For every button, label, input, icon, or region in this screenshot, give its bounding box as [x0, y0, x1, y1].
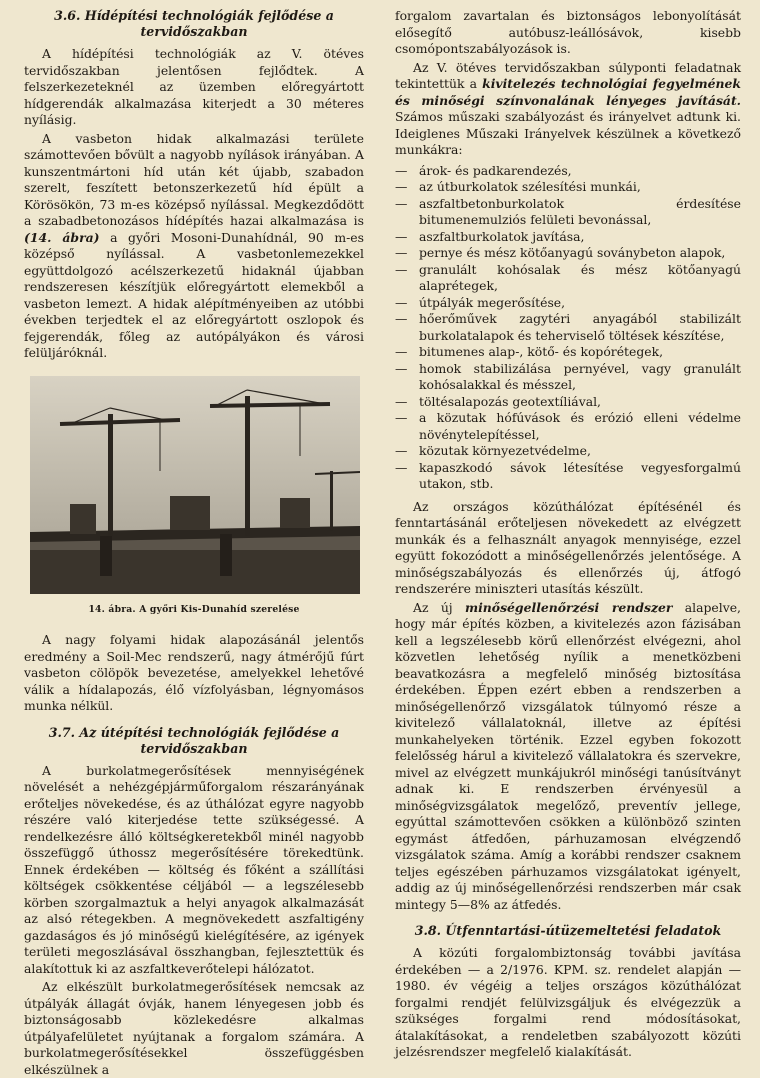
section-3-8-paragraph-1: A közúti forgalombiztonság további javítása érdekében — a 2/1976. KPM. sz. rendelet alapján — 1980. év végéig a teljes országos közúthálózat forgalmi rendjét felülvizsgáljuk és elvégezzük a szükséges forgalmi rend módosításokat, átalakításokat, a rendeletben szabályozott közúti jelzésrendszer megfelelő kialakítását. [395, 945, 741, 1059]
list-item: — pernye és mész kötőanyagú soványbeton alapok, [395, 245, 741, 262]
text-run: alapelve, hogy már építés közben, a kivitelezés azon fázisában kell a legszélesebb körű ellenőrzést elvégezni, ahol közvetlen lehetőség nyílik a menetközbeni beavatkozásra a megfelelő minőség biztosítása érdekében. Éppen ezért ebben a rendszerben a minőségellenőrző vizsgálatok túlnyomó része a kivitelező vállalatoknál, illetve az építési munkahelyeken történik. Ezzel egyben fokozott felelősség hárul a kivitelező vállalatokra és szervekre, mivel az elvégzett munkájukról minőségi tanúsítványt adnak ki. E rendszerben érvényesül a minőségvizsgálatok megelőző, preventív jellege, egyúttal számottevően csökken a különböző szinten egymást átfedően, párhuzamosan elvégzendő vizsgálatok száma. Amíg a korábbi rendszer csaknem teljes egészében párhuzamos vizsgálatokat igényelt, addig az új minőségellenőrzési rendszerben már csak mintegy 5—8% az átfedés. [395, 599, 741, 912]
list-item: — a közutak hófúvások és erózió elleni védelme növénytelepítéssel, [395, 410, 741, 443]
section-3-7-paragraph-2: Az elkészült burkolatmegerősítések nemcsak az útpályák állagát óvják, hanem lényegesen jobb és biztonságosabb közlekedésre alkalmas útpályafelületet nyújtanak a forgalom számára. A burkolatmegerősítésekkel összefüggésben elkészülnek a [24, 979, 364, 1077]
section-3-7-title: 3.7. Az útépítési technológiák fejlődése a tervidőszakban [48, 724, 340, 756]
continued-paragraph: forgalom zavartalan és biztonságos lebonyolítását elősegítő autóbusz-leállósávok, kisebb csomópontszabályozások is. [395, 8, 741, 56]
emphasis-text: minőségellenőrzési rendszer [464, 599, 673, 615]
figure-caption: 14. ábra. A győri Kis-Dunahíd szerelése [88, 603, 300, 615]
bridge-construction-photo [30, 376, 360, 594]
list-item: — hőerőművek zagytéri anyagából stabilizált burkolatalapok és teherviselő töltések készítése, [395, 311, 741, 344]
section-3-7-paragraph-1: A burkolatmegerősítések mennyiségének növelését a nehézgépjárműforgalom részarányának erőteljes növekedése, és az úthálózat egyre nagyobb részére való kiterjedése tette szükségessé. A rendelkezésre álló költségkeretekből minél nagyobb összefüggő úthossz megerősítésére törekedtünk. Ennek érdekében — költség és főként a szállítási költségek csökkentése céljából — a legszélesebb körben szorgalmaztuk a helyi anyagok alkalmazását az alsó rétegekben. A megnövekedett aszfaltigény gazdaságos és jó minőségű kielégítésére, az igények területi megoszlásával összhangban, fejlesztettük és alakítottuk ki az aszfaltkeverőtelepi hálózatot. [24, 762, 364, 976]
section-3-6-paragraph-2 [24, 131, 364, 362]
left-column [24, 8, 364, 1078]
list-item: — árok- és padkarendezés, [395, 163, 741, 180]
figure-reference: (14. ábra) [24, 229, 100, 245]
list-item: — aszfaltbetonburkolatok érdesítése bitumenemulziós felületi bevonással, [395, 196, 741, 229]
text-run: A vasbeton hidak alkalmazási területe számottevően bővült a nagyobb nyílások irányában. A kunszentmártoni híd után két újabb, szabadon szerelt, feszített betonszerkezetű híd épült a Körösökön, 73 m-es középső nyílással. Megkezdődött a szabadbetonozásos hídépítés hazai alkalmazása is [24, 130, 364, 228]
text-run: Számos műszaki szabályozást és irányelvet adtunk ki. Ideiglenes Műszaki Irányelvek készülnek a következő munkákra: [395, 109, 741, 157]
list-item: — homok stabilizálása pernyével, vagy granulált kohósalakkal és mésszel, [395, 361, 741, 394]
list-item: — kapaszkodó sávok létesítése vegyesforgalmú utakon, stb. [395, 460, 741, 493]
quality-system-paragraph [395, 600, 741, 914]
emphasis-text: kivitelezés technológiai fegyelmének és minőségi színvonalának lényeges javítását. [395, 76, 741, 108]
section-3-6-paragraph-1: A hídépítési technológiák az V. ötéves tervidőszakban jelentősen fejlődtek. A felszerkezeteknél az üzemben előregyártott hídgerendák alkalmazása kiterjedt a 30 méteres nyílásig. [24, 46, 364, 127]
list-item: — aszfaltburkolatok javítása, [395, 229, 741, 246]
right-column [395, 8, 741, 1061]
list-item: — közutak környezetvédelme, [395, 443, 741, 460]
section-3-8-title: 3.8. Útfenntartási-útüzemeltetési feladatok [414, 923, 722, 938]
text-run: Az új [413, 599, 465, 615]
text-run: Az V. ötéves tervidőszakban súlyponti feladatnak tekintettük a [395, 59, 741, 91]
list-item: — granulált kohósalak és mész kötőanyagú alaprétegek, [395, 262, 741, 295]
network-paragraph: Az országos közúthálózat építésénél és fenntartásánál erőteljesen növekedett az elvégzett munkák és a felhasznált anyagok mennyisége, ezzel együtt fokozódott a minőségellenőrzés jelentősége. A minőségszabályozás és ellenőrzés új, átfogó rendszerére miniszteri utasítás készült. [395, 498, 741, 596]
list-item: — bitumenes alap-, kötő- és kopórétegek, [395, 344, 741, 361]
list-item: — az útburkolatok szélesítési munkái, [395, 179, 741, 196]
guidelines-list [395, 163, 741, 493]
list-item: — töltésalapozás geotextíliával, [395, 394, 741, 411]
text-run: a győri Mosoni-Dunahídnál, 90 m-es középső nyílással. A vasbetonlemezekkel együttdolgozó acélszerkezetű hidaknál újabban rendszeresen készítjük előregyártott elemekből a vasbeton lemezt. A hidak alépítményeiben az utóbbi években terjedtek el az előregyártott oszlopok és fejgerendák, főleg az autópályákon és városi felüljáróknál. [24, 229, 364, 360]
quality-paragraph [395, 60, 741, 159]
list-item: — útpályák megerősítése, [395, 295, 741, 312]
section-3-6-title: 3.6. Hídépítési technológiák fejlődése a tervidőszakban [54, 8, 334, 39]
section-3-6-paragraph-3: A nagy folyami hidak alapozásánál jelentős eredmény a Soil-Mec rendszerű, nagy átmérőjű fúrt vasbeton cölöpök bevezetése, amelyekkel lehetővé válik a hídalapozás, élő vízfolyásban, légnyomásos munka nélkül. [24, 632, 364, 713]
photo-illustration [30, 376, 360, 594]
